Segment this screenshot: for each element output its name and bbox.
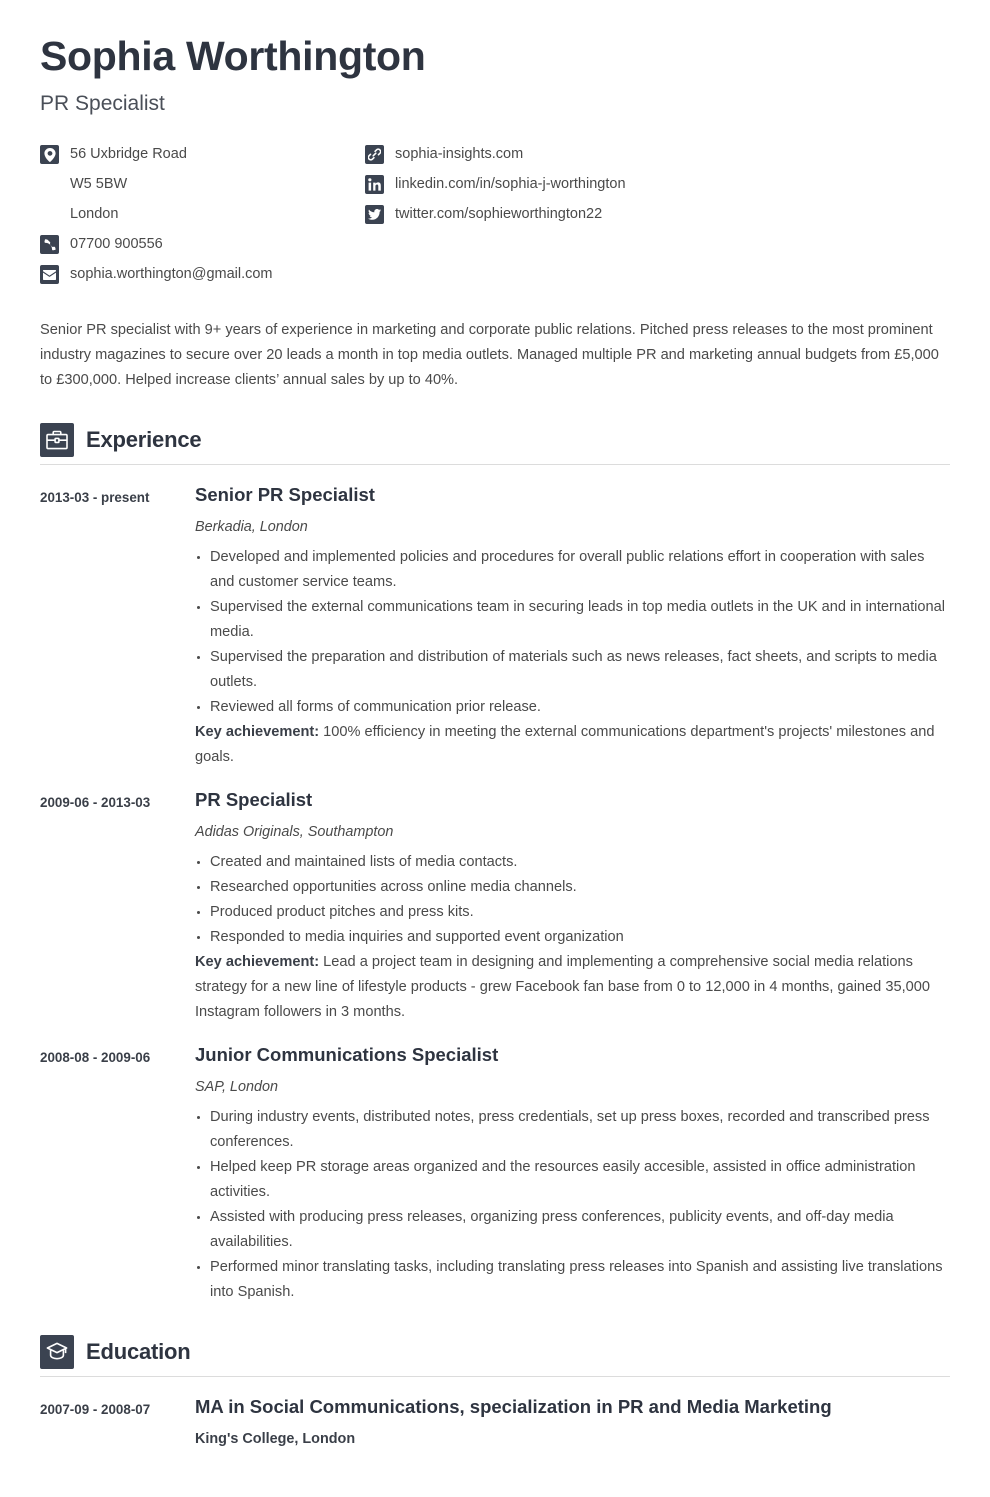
- phone-icon: [40, 235, 59, 254]
- contact-item-text: 56 Uxbridge Road: [70, 146, 187, 163]
- entry-bullet: Produced product pitches and press kits.: [195, 900, 950, 925]
- key-achievement-text: 100% efficiency in meeting the external communications department's projects' milestones and goals.: [195, 724, 935, 766]
- key-achievement-label: Key achievement:: [195, 724, 320, 741]
- contact-item[interactable]: [365, 202, 950, 232]
- entry-title: MA in Social Communications, specialization in PR and Media Marketing: [195, 1396, 832, 1418]
- key-achievement-label: Key achievement:: [195, 954, 320, 971]
- entry-body: [195, 1395, 950, 1457]
- section-header: [40, 423, 950, 465]
- entry-title: PR Specialist: [195, 789, 313, 811]
- section-header: [40, 1335, 950, 1377]
- contact-item-text: sophia.worthington@gmail.com: [70, 266, 273, 283]
- contact-item-text: linkedin.com/in/sophia-j-worthington: [395, 176, 626, 193]
- entry-organization: King's College, London: [195, 1431, 356, 1448]
- headline-job-title: PR Specialist: [40, 92, 165, 116]
- contact-item[interactable]: [40, 232, 365, 262]
- contact-item-subtext: W5 5BW: [70, 176, 128, 193]
- entry-bullet: Responded to media inquiries and supported event organization: [195, 925, 950, 950]
- entry-bullet: Developed and implemented policies and procedures for overall public relations effort in cooperation with sales and customer service teams.: [195, 545, 950, 595]
- graduation-cap-icon: [40, 1335, 74, 1369]
- envelope-icon: [40, 265, 59, 284]
- entry-bullet: Supervised the external communications team in securing leads in top media outlets in the UK and in international media.: [195, 595, 950, 645]
- sections-host: [40, 423, 950, 1457]
- contact-item-subtext: London: [70, 206, 119, 223]
- entry-date: 2008-08 - 2009-06: [40, 1050, 151, 1066]
- entry-bullet: Created and maintained lists of media contacts.: [195, 850, 950, 875]
- entry-row: [40, 1395, 950, 1457]
- linkedin-icon: [365, 175, 384, 194]
- entry-bullet-list: [195, 850, 950, 950]
- section-title: Education: [86, 1339, 191, 1365]
- entry-bullet: Assisted with producing press releases, organizing press conferences, publicity events, and off-day media availabilities.: [195, 1205, 950, 1255]
- entry-key-achievement: [195, 720, 950, 770]
- professional-summary: Senior PR specialist with 9+ years of experience in marketing and corporate public relations. Pitched press releases to the most prominent industry magazines to secure over 20 leads a month in top media outlets. Managed multiple PR and marketing annual budgets from £5,000 to £300,000. Helped increase clients’ annual sales by up to 40%.: [40, 322, 939, 389]
- entry-body: [195, 483, 950, 770]
- entry-organization: SAP, London: [195, 1079, 278, 1096]
- entry-row: [40, 483, 950, 770]
- contact-column-left: [40, 142, 365, 292]
- contact-item[interactable]: [40, 262, 365, 292]
- contact-item-text: 07700 900556: [70, 236, 163, 253]
- entry-date: 2009-06 - 2013-03: [40, 795, 151, 811]
- entry-organization: Berkadia, London: [195, 519, 308, 536]
- contact-item-text: twitter.com/sophieworthington22: [395, 206, 603, 223]
- entry-bullet-list: [195, 1105, 950, 1305]
- entry-bullet: During industry events, distributed notes, press credentials, set up press boxes, recorded and transcribed press conferences.: [195, 1105, 950, 1155]
- page-title: Sophia Worthington: [40, 33, 426, 79]
- contact-item-text: sophia-insights.com: [395, 146, 524, 163]
- contact-item[interactable]: [365, 172, 950, 202]
- key-achievement-text: Lead a project team in designing and implementing a comprehensive social media relations strategy for a new line of lifestyle products - grew Facebook fan base from 0 to 12,000 in 4 months, gained 35,000 Instagram followers in 3 months.: [195, 954, 930, 1021]
- entry-bullet: Researched opportunities across online media channels.: [195, 875, 950, 900]
- map-pin-icon: [40, 145, 59, 164]
- twitter-icon: [365, 205, 384, 224]
- contact-item[interactable]: [365, 142, 950, 172]
- section-title: Experience: [86, 427, 202, 453]
- contact-item[interactable]: [40, 142, 365, 172]
- section-experience: [40, 423, 950, 1305]
- entry-row: [40, 788, 950, 1025]
- entry-date: 2013-03 - present: [40, 490, 150, 506]
- contact-block: [40, 142, 950, 292]
- entry-bullet: Supervised the preparation and distribution of materials such as news releases, fact sheets, and scripts to media outlets.: [195, 645, 950, 695]
- entry-date: 2007-09 - 2008-07: [40, 1402, 151, 1418]
- entry-bullet: Reviewed all forms of communication prior release.: [195, 695, 950, 720]
- entry-bullet: Helped keep PR storage areas organized and the resources easily accesible, assisted in office administration activities.: [195, 1155, 950, 1205]
- entry-row: [40, 1043, 950, 1305]
- entry-bullet-list: [195, 545, 950, 720]
- entry-organization: Adidas Originals, Southampton: [195, 824, 394, 841]
- entry-title: Junior Communications Specialist: [195, 1044, 499, 1066]
- entry-title: Senior PR Specialist: [195, 484, 375, 506]
- briefcase-icon: [40, 423, 74, 457]
- entry-body: [195, 788, 950, 1025]
- contact-column-right: [365, 142, 950, 232]
- entry-key-achievement: [195, 950, 950, 1025]
- entry-body: [195, 1043, 950, 1305]
- entry-bullet: Performed minor translating tasks, including translating press releases into Spanish and assisting live translations into Spanish.: [195, 1255, 950, 1305]
- link-icon: [365, 145, 384, 164]
- section-education: [40, 1335, 950, 1457]
